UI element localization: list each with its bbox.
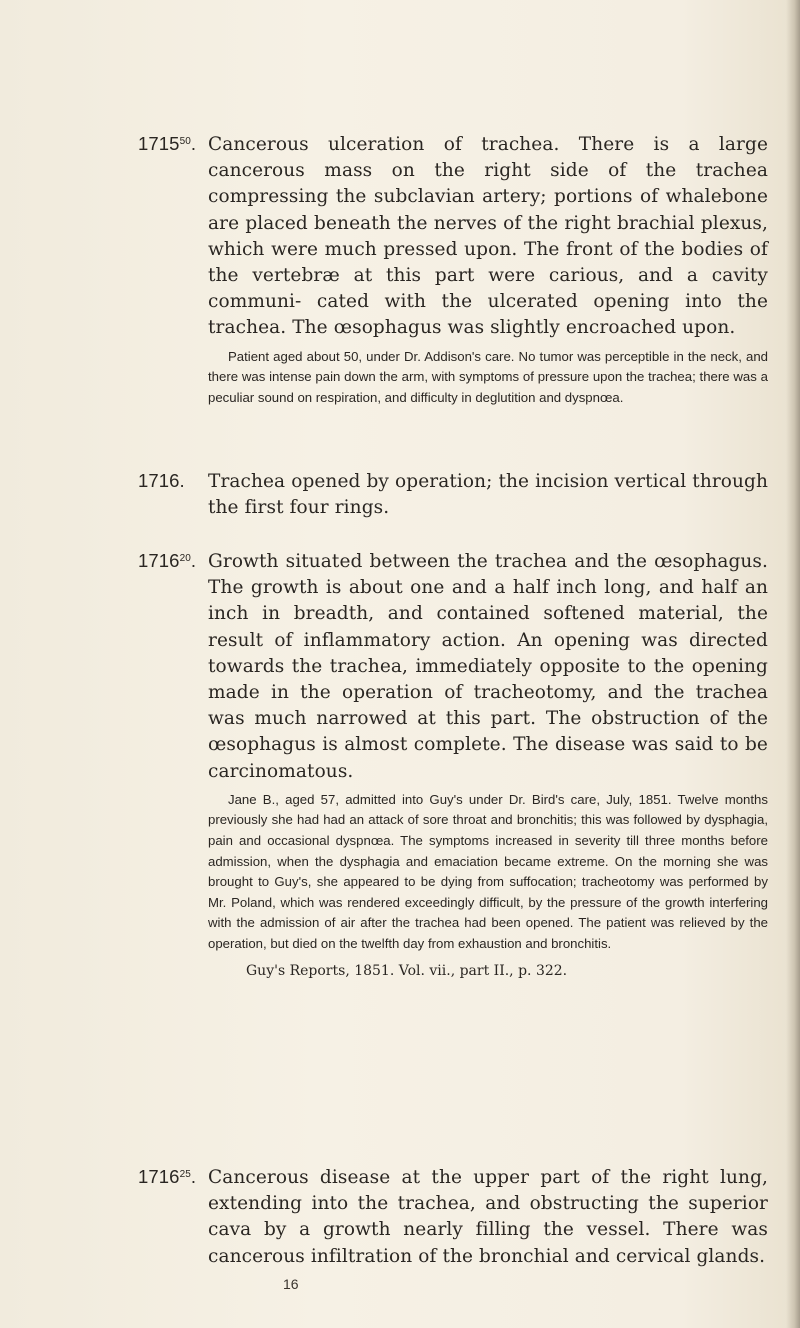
entry-description: 1716. Trachea opened by operation; the incision vertical through the first four rings.: [138, 470, 768, 519]
entry-number: 1716$^{20}$.: [138, 550, 197, 571]
entry-number: 1716$^{25}$.: [138, 1166, 197, 1187]
page-edge-shadow: [786, 0, 800, 1328]
entry-description: 1715$^{50}$. Cancerous ulceration of trachea. There is a large cancerous mass on the right side of the trachea compressing the subclavian artery; portions of whalebone are placed beneath the nerves of the right brachial plexus, which were much pressed upon. The front of the bodies of the vertebræ at this part were carious, and a cavity communi- cated with the ulcerated opening into the trachea. The œsophagus was slightly encroached upon.: [138, 129, 768, 342]
entry-number: 1715$^{50}$.: [138, 133, 197, 154]
catalogue-entry-1716: [138, 468, 768, 521]
case-note: Patient aged about 50, under Dr. Addison's care. No tumor was perceptible in the neck, and there was intense pain down the arm, with symptoms of pressure upon the trachea; there was a peculiar sound on respiration, and difficulty in deglutition and dyspnœa.: [208, 348, 768, 405]
case-note: Jane B., aged 57, admitted into Guy's under Dr. Bird's care, July, 1851. Twelve months previously she had had an attack of sore throat and bronchitis; this was followed by dysphagia, pain and occasional dyspnœa. The symptoms increased in severity till three months before admission, when the dysphagia and emaciation became extreme. On the morning she was brought to Guy's, she appeared to be dying from suffocation; tracheotomy was performed by Mr. Poland, which was rendered exceedingly difficult, by the pressure of the growth interfering with the admission of air after the trachea had been opened. The patient was relieved by the operation, but died on the twelfth day from exhaustion and bronchitis.: [208, 791, 768, 951]
entry-description: 1716$^{25}$. Cancerous disease at the upper part of the right lung, extending into the trachea, and obstructing the superior cava by a growth nearly filling the vessel. There was cancerous infiltration of the bronchial and cervical glands.: [138, 1162, 768, 1270]
entry-number: 1716.: [138, 470, 185, 491]
catalogue-entry-1716-25: [138, 1162, 768, 1270]
catalogue-entry-1716-20: [138, 546, 768, 981]
entry-description: 1716$^{20}$. Growth situated between the trachea and the œsophagus. The growth is about one and a half inch long, and half an inch in breadth, and contained softened material, the result of inflammatory action. An opening was directed towards the trachea, immediately opposite to the opening made in the operation of tracheotomy, and the trachea was much narrowed at this part. The obstruction of the œsophagus is almost complete. The disease was said to be carcinomatous.: [138, 546, 768, 785]
page-number: 16: [283, 1276, 299, 1292]
reference-citation: Guy's Reports, 1851. Vol. vii., part II., p. 322.: [246, 962, 568, 979]
catalogue-entry-1715-50: [138, 129, 768, 408]
